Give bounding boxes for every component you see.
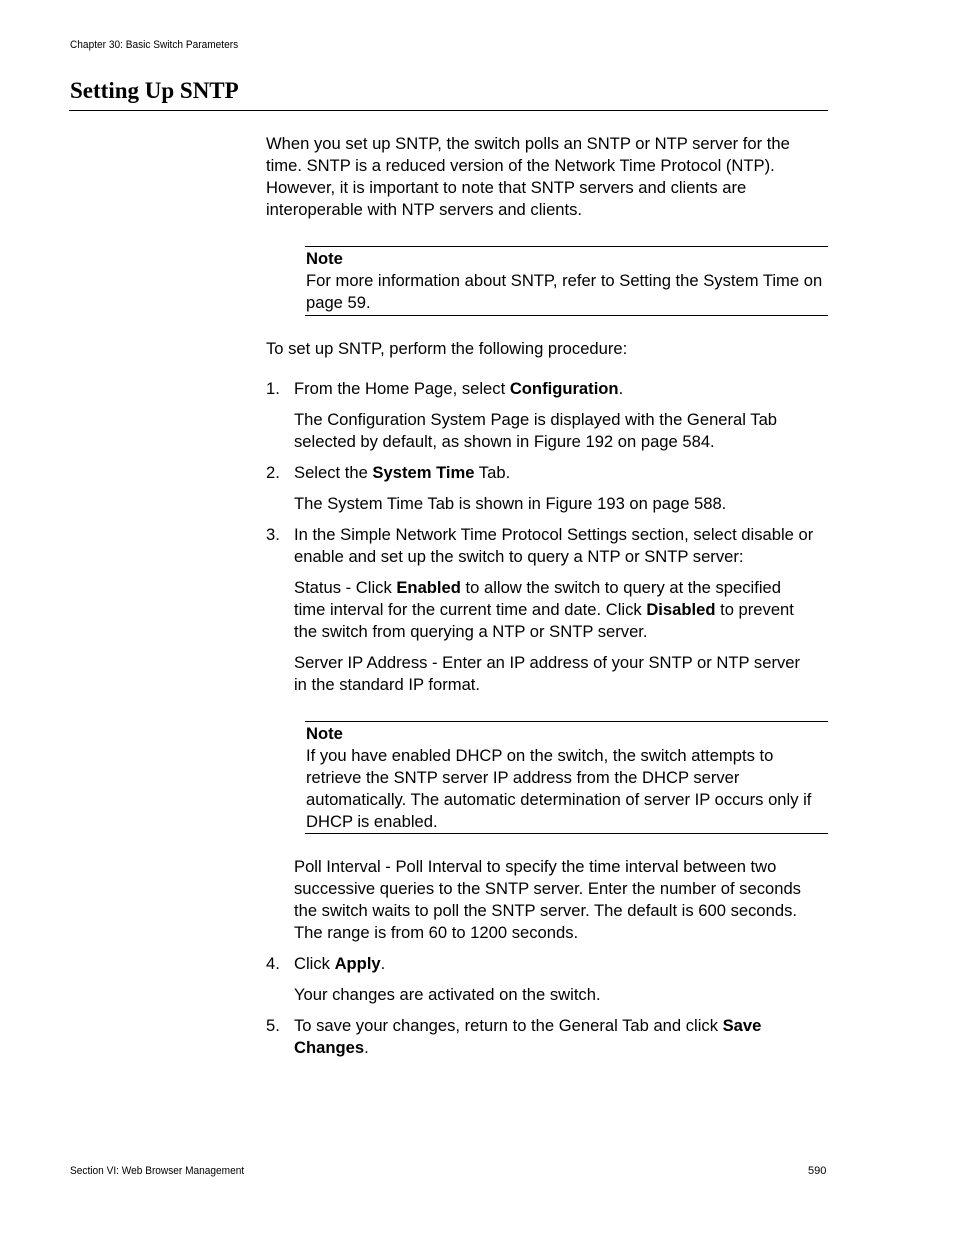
ui-label-system-time: System Time [372,463,475,482]
title-rule [69,110,828,111]
page-number: 590 [808,1165,827,1177]
step-2-result: The System Time Tab is shown in Figure 193 on page 588. [294,494,727,513]
running-header: Chapter 30: Basic Switch Parameters [70,39,239,51]
step-number: 1. [266,379,280,398]
ui-label-configuration: Configuration [509,379,619,398]
step-5: To save your changes, return to the General Tab and click Save Changes. [294,1016,762,1057]
step-4: Click Apply. [294,954,386,973]
ui-label-enabled: Enabled [396,578,461,597]
ui-label-save-changes: Save Changes [294,1016,762,1057]
ui-label-apply: Apply [334,954,381,973]
footer-section: Section VI: Web Browser Management [70,1165,245,1177]
step-2: Select the System Time Tab. [294,463,511,482]
step-number: 3. [266,525,280,544]
step-4-result: Your changes are activated on the switch. [294,985,601,1004]
procedure-lead: To set up SNTP, perform the following procedure: [266,339,628,358]
poll-interval-description: Poll Interval - Poll Interval to specify the time interval between two successive queries to the SNTP server. Enter the number of seconds the switch waits to poll the SNTP server. The default is 600 seconds. The range is from 60 to 1200 seconds. [294,857,801,942]
note-heading: Note [306,724,343,743]
intro-paragraph: When you set up SNTP, the switch polls an SNTP or NTP server for the time. SNTP is a reduced version of the Network Time Protocol (NTP). However, it is important to note that SNTP servers and clients are interoperable with NTP servers and clients. [266,134,790,219]
note-box-sntp-info [305,246,828,316]
server-ip-description: Server IP Address - Enter an IP address of your SNTP or NTP server in the standard IP format. [294,653,801,694]
step-1: From the Home Page, select Configuration. [294,379,624,398]
section-title: Setting Up SNTP [70,78,239,103]
note-box-dhcp [305,721,828,834]
step-3: In the Simple Network Time Protocol Settings section, select disable or enable and set up the switch to query a NTP or SNTP server: [294,525,814,566]
step-1-result: The Configuration System Page is displayed with the General Tab selected by default, as shown in Figure 192 on page 584. [294,410,778,451]
status-description: Status - Click Enabled to allow the switch to query at the specified time interval for the current time and date. Click Disabled to prevent the switch from querying a NTP or SNTP server. [294,578,794,641]
step-number: 2. [266,463,280,482]
note-heading: Note [306,249,343,268]
step-number: 5. [266,1016,280,1035]
step-number: 4. [266,954,280,973]
ui-label-disabled: Disabled [646,600,716,619]
note-text: If you have enabled DHCP on the switch, the switch attempts to retrieve the SNTP server IP address from the DHCP server automatically. The automatic determination of server IP occurs only if DHCP is enabled. [306,746,812,831]
note-text: For more information about SNTP, refer to Setting the System Time on page 59. [306,271,823,312]
